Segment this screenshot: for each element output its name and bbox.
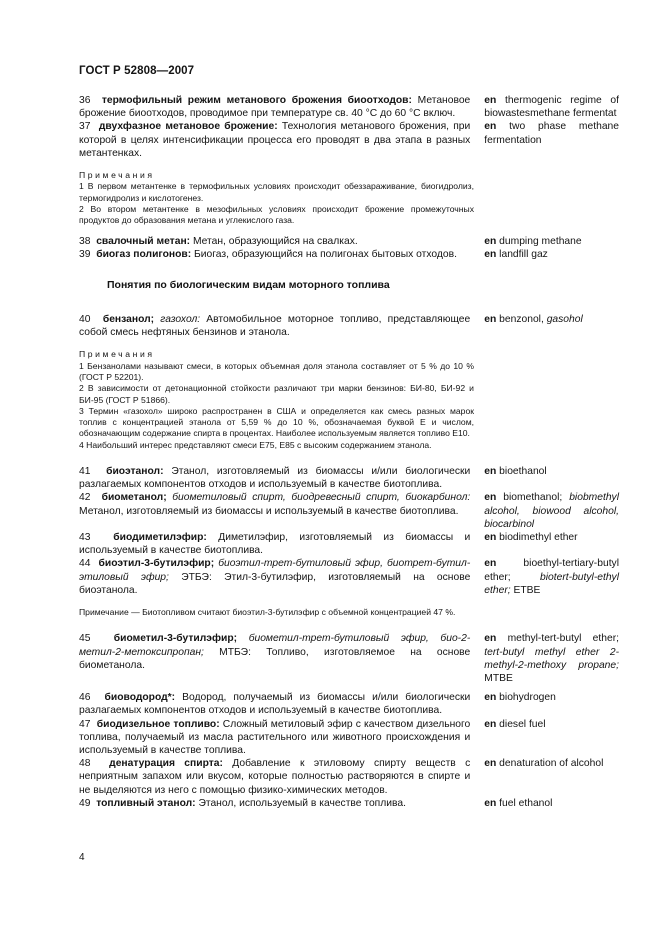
en-prefix: en bbox=[484, 95, 497, 106]
note-title: Примечания bbox=[79, 349, 155, 360]
term: топливный этанол: bbox=[96, 797, 196, 809]
page-number: 4 bbox=[79, 852, 85, 863]
entry-number: 38 bbox=[79, 235, 91, 247]
entry-number: 37 bbox=[79, 121, 91, 133]
english-term: bioethanol bbox=[496, 465, 547, 477]
en-prefix: en bbox=[484, 235, 497, 247]
en-prefix: en bbox=[484, 718, 497, 730]
definition: Этанол, изготовляемый из биомассы и/или биологически разлагаемых компонентов отходов и используемый в качестве биотоплива. bbox=[79, 465, 471, 491]
document-body bbox=[79, 94, 619, 810]
note-item: 2 Во втором метантенке в мезофильных условиях происходит брожение промежуточных продуктов до образования метана и углекислого газа. bbox=[79, 203, 474, 226]
en-prefix: en bbox=[484, 492, 497, 504]
en-prefix: en bbox=[484, 633, 497, 645]
term: биоводород*: bbox=[104, 692, 176, 704]
entry-number: 39 bbox=[79, 248, 91, 260]
term-synonym: биометил-трет-бутиловый эфир, био-2-метил-2-метоксипропан; bbox=[79, 633, 471, 658]
term-entry-45 bbox=[79, 632, 619, 685]
english-term: benzonol, bbox=[496, 313, 547, 325]
term-entry-42 bbox=[79, 491, 619, 531]
english-synonym: biobmethyl alcohol, biowood alcohol, biocarbinol bbox=[484, 492, 619, 530]
en-prefix: en bbox=[484, 313, 497, 325]
term-entry-38 bbox=[79, 235, 619, 248]
note-item: 2 В зависимости от детонационной стойкости различают три марки бензинов: БИ-80, БИ-92 и БИ-95 (ГОСТ Р 51866). bbox=[79, 383, 474, 405]
note-text: Примечание — Биотопливом считают биоэтил-3-бутилэфир с объемной концентрацией 47 %. bbox=[79, 607, 456, 618]
en-prefix: en bbox=[484, 692, 497, 704]
term-entry-46 bbox=[79, 691, 619, 717]
term-synonym: газохол: bbox=[160, 313, 201, 325]
definition: Автомобильное моторное топливо, представляющее собой смесь нефтяных бензинов и этанола. bbox=[79, 313, 471, 339]
english-term: denaturation of alcohol bbox=[496, 758, 604, 770]
definition: Технология метанового брожения, при которой в целях интенсификации процесса его проводят в два этапа в разных метантенках. bbox=[79, 121, 471, 159]
note-item: 1 Бензанолами называют смеси, в которых объемная доля этанола составляет от 5 % до 10 % (ГОСТ Р 52201). bbox=[79, 360, 474, 382]
term-entry-37 bbox=[79, 120, 619, 160]
english-term: thermogenic regime of biowastesmethane fermentat bbox=[484, 95, 619, 120]
entry-number: 49 bbox=[79, 797, 91, 809]
term-entry-49 bbox=[79, 797, 619, 810]
english-term: fuel ethanol bbox=[496, 797, 553, 809]
english-term: two phase methane fermentation bbox=[484, 121, 619, 146]
english-synonym: biotert-butyl-ethyl ether; bbox=[484, 571, 619, 596]
term: биоэтил-3-бутилэфир; bbox=[98, 558, 215, 570]
definition: Биогаз, образующийся на полигонах бытовых отходов. bbox=[191, 248, 457, 260]
page-header: ГОСТ Р 52808—2007 bbox=[79, 65, 195, 77]
en-prefix: en bbox=[484, 465, 497, 477]
term: биогаз полигонов: bbox=[96, 248, 192, 260]
entry-number: 41 bbox=[79, 465, 91, 477]
entry-number: 36 bbox=[79, 95, 91, 106]
term-entry-41 bbox=[79, 465, 619, 491]
english-abbreviation: MTBE bbox=[484, 672, 513, 684]
term-entry-48 bbox=[79, 757, 619, 797]
english-term: bioethyl-tertiary-butyl ether; bbox=[484, 558, 619, 583]
definition: Водород, получаемый из биомассы и/или биологически разлагаемых компонентов отходов и используемый в качестве биотоплива. bbox=[79, 692, 471, 717]
note-block-1 bbox=[79, 170, 474, 226]
definition: МТБЭ: Топливо, изготовляемое на основе биометанола. bbox=[79, 646, 471, 671]
term-entry-36 bbox=[79, 94, 619, 120]
en-prefix: en bbox=[484, 121, 497, 133]
definition: Сложный метиловый эфир с качеством дизельного топлива, получаемый из масла растительного или животного происхождения и используемый в качестве топлива. bbox=[79, 718, 471, 756]
english-term: dumping methane bbox=[496, 235, 582, 247]
note-item: 3 Термин «газохол» широко распространен в США и определяется как смесь разных марок топлив с концентрацией этанола от 5,59 % до 10 %, обозначаемая буквой Е и числом, обозначающим содержание спирта в процентах. Наиболее используемым является топливо Е10. bbox=[79, 405, 474, 439]
term-entry-47 bbox=[79, 718, 619, 758]
entry-number: 40 bbox=[79, 313, 91, 325]
entry-number: 46 bbox=[79, 692, 91, 704]
section-heading: Понятия по биологическим видам моторного топлива bbox=[107, 278, 390, 291]
term-entry-43 bbox=[79, 531, 619, 557]
note-block-2 bbox=[79, 349, 474, 451]
term-synonym: биометиловый спирт, биодревесный спирт, биокарбинол: bbox=[172, 492, 471, 504]
english-term: methyl-tert-butyl ether; bbox=[496, 633, 619, 645]
english-abbreviation: ETBE bbox=[510, 584, 541, 596]
note-title: Примечания bbox=[79, 170, 155, 181]
definition: ЭТБЭ: Этил-3-бутилэфир, изготовляемый на основе биоэтанола. bbox=[79, 571, 471, 596]
term-entry-39 bbox=[79, 248, 619, 261]
definition: Метанол, изготовляемый из биомассы и используемый в качестве биотоплива. bbox=[79, 505, 459, 517]
term: биодизельное топливо: bbox=[96, 718, 220, 730]
en-prefix: en bbox=[484, 758, 497, 770]
note-item: 1 В первом метантенке в термофильных условиях происходит обеззараживание, биогидролиз, термогидролиз и кислотогенез. bbox=[79, 181, 474, 203]
definition: Метановое брожение биоотходов, проводимое при температуре св. 40 °С до 60 °С включ. bbox=[79, 95, 471, 120]
note-item: 4 Наибольший интерес представляют смеси Е75, Е85 с высоким содержанием этанола. bbox=[79, 439, 432, 450]
term-entry-40 bbox=[79, 313, 619, 339]
en-prefix: en bbox=[484, 558, 497, 570]
entry-number: 44 bbox=[79, 558, 91, 570]
english-term: landfill gaz bbox=[496, 248, 548, 260]
english-term: biomethanol; bbox=[496, 492, 570, 504]
term: биоэтанол: bbox=[106, 465, 164, 477]
english-synonym: tert-butyl methyl ether 2-methyl-2-methoxy propane; bbox=[484, 646, 619, 671]
note-block-3 bbox=[79, 607, 474, 618]
en-prefix: en bbox=[484, 248, 497, 260]
entry-number: 48 bbox=[79, 758, 91, 770]
definition: Добавление к этиловому спирту веществ с неприятным запахом или вкусом, которые полностью растворяются в спирте и не выделяются из него с помощью физико-химических методов. bbox=[79, 758, 471, 796]
english-term: biohydrogen bbox=[496, 692, 556, 704]
term: биометил-3-бутилэфир; bbox=[113, 633, 238, 645]
term-entry-44 bbox=[79, 557, 619, 597]
term: биодиметилэфир: bbox=[113, 532, 207, 543]
en-prefix: en bbox=[484, 797, 497, 809]
definition: Этанол, используемый в качестве топлива. bbox=[195, 797, 406, 809]
definition: Диметилэфир, изготовляемый из биомассы и используемый в качестве биотоплива. bbox=[79, 532, 471, 557]
english-term: biodimethyl ether bbox=[496, 532, 578, 543]
definition: Метан, образующийся на свалках. bbox=[190, 235, 358, 247]
term: биометанол; bbox=[101, 492, 167, 504]
term: свалочный метан: bbox=[96, 235, 191, 247]
term: термофильный режим метанового брожения биоотходов: bbox=[101, 95, 412, 106]
english-synonym: gasohol bbox=[546, 313, 583, 325]
term-synonym: биоэтил-трет-бутиловый эфир, биотрет-бутил-этиловый эфир; bbox=[79, 558, 471, 583]
en-prefix: en bbox=[484, 532, 497, 543]
entry-number: 42 bbox=[79, 492, 91, 504]
english-term: diesel fuel bbox=[496, 718, 546, 730]
entry-number: 45 bbox=[79, 633, 91, 645]
entry-number: 43 bbox=[79, 532, 91, 543]
term: денатурация спирта: bbox=[109, 758, 223, 770]
term: двухфазное метановое брожение: bbox=[98, 121, 278, 133]
term: бензанол; bbox=[102, 313, 155, 325]
entry-number: 47 bbox=[79, 718, 91, 730]
